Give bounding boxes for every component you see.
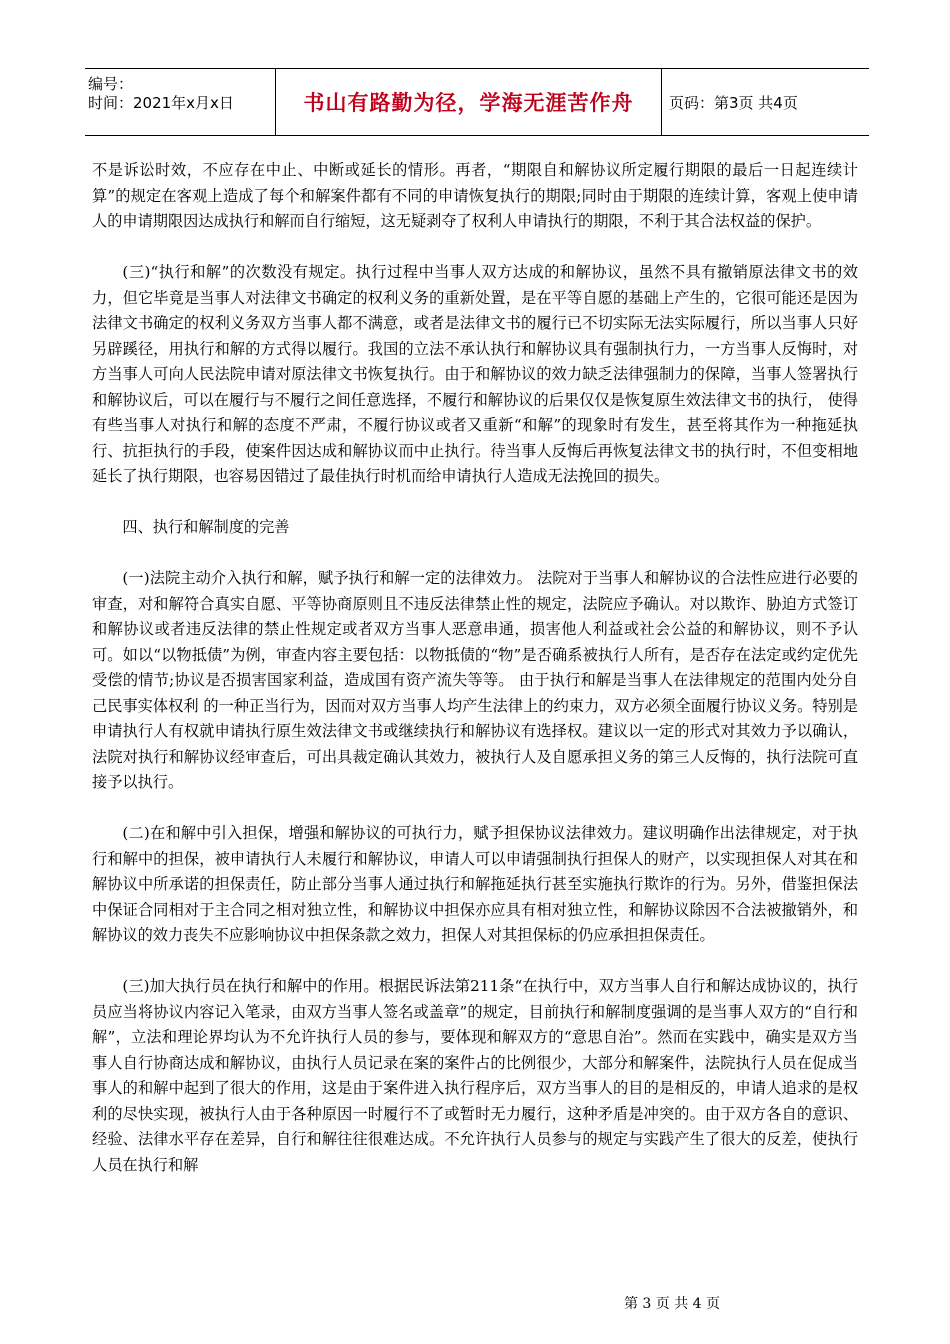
page-header [85, 68, 869, 136]
body-paragraph: (三)加大执行员在执行和解中的作用。根据民诉法第211条“在执行中，双方当事人自行和解达成协议的，执行员应当将协议内容记入笔录，由双方当事人签名或盖章”的规定，目前执行和解制度强调的是当事人双方的“自行和解”，立法和理论界均认为不允许执行人员的参与，要体现和解双方的“意思自治”。然而在实践中，确实是双方当事人自行协商达成和解协议，由执行人员记录在案的案件占的比例很少，大部分和解案件，法院执行人员在促成当事人的和解中起到了很大的作用，这是由于案件进入执行程序后，双方当事人的目的是相反的，申请人追求的是权利的尽快实现，被执行人由于各种原因一时履行不了或暂时无力履行，这种矛盾是冲突的。由于双方各自的意识、经验、法律水平存在差异，自行和解往往很难达成。不允许执行人员参与的规定与实践产生了很大的反差，使执行人员在执行和解 [92, 977, 858, 1174]
body-paragraph: (三)“执行和解”的次数没有规定。执行过程中当事人双方达成的和解协议，虽然不具有撤销原法律文书的效力，但它毕竟是当事人对法律文书确定的权利义务的重新处置，是在平等自愿的基础上产生的，它很可能还是因为法律文书确定的权利义务双方当事人都不满意，或者是法律文书的履行已不切实际无法实际履行，所以当事人只好另辟蹊径，用执行和解的方式得以履行。我国的立法不承认执行和解协议具有强制执行力，一方当事人反悔时，对方当事人可向人民法院申请对原法律文书恢复执行。由于和解协议的效力缺乏法律强制力的保障，当事人签署执行和解协议后，可以在履行与不履行之间任意选择，不履行和解协议的后果仅仅是恢复原生效法律文书的执行， 使得有些当事人对执行和解的态度不严肃，不履行协议或者又重新“和解”的现象时有发生，甚至将其作为一种拖延执行、抗拒执行的手段，使案件因达成和解协议而中止执行。待当事人反悔后再恢复法律文书的执行时，不但变相地延长了执行期限，也容易因错过了最佳执行时机而给申请执行人造成无法挽回的损失。 [92, 263, 858, 485]
page-footer: 第 3 页 共 4 页 [623, 1296, 721, 1312]
body-paragraph: (二)在和解中引入担保，增强和解协议的可执行力，赋予担保协议法律效力。建议明确作出法律规定，对于执行和解中的担保，被申请执行人未履行和解协议，申请人可以申请强制执行担保人的财产，以实现担保人对其在和解协议中所承诺的担保责任，防止部分当事人通过执行和解拖延执行甚至实施执行欺诈的行为。另外，借鉴担保法中保证合同相对于主合同之相对独立性，和解协议中担保亦应具有相对独立性，和解协议除因不合法被撤销外，和解协议的效力丧失不应影响协议中担保条款之效力，担保人对其担保标的仍应承担担保责任。 [92, 824, 858, 944]
header-date: 时间：2021年x月x日 [88, 94, 234, 112]
header-number: 编号： [88, 75, 134, 93]
header-divider [661, 69, 662, 135]
header-page-info: 页码：第3页 共4页 [669, 93, 798, 112]
body-paragraph: 不是诉讼时效，不应存在中止、中断或延长的情形。再者，“期限自和解协议所定履行期限的最后一日起连续计算”的规定在客观上造成了每个和解案件都有不同的申请恢复执行的期限;同时由于期限的连续计算，客观上使申请人的申请期限因达成执行和解而自行缩短，这无疑剥夺了权利人申请执行的期限，不利于其合法权益的保护。 [92, 161, 858, 230]
document-body [92, 158, 858, 1178]
header-motto: 书山有路勤为径，学海无涯苦作舟 [303, 91, 634, 115]
body-paragraph: (一)法院主动介入执行和解，赋予执行和解一定的法律效力。 法院对于当事人和解协议的合法性应进行必要的审查，对和解符合真实自愿、平等协商原则且不违反法律禁止性的规定，法院应予确认。对以欺诈、胁迫方式签订和解协议或者违反法律的禁止性规定或者双方当事人恶意串通，损害他人利益或社会公益的和解协议，则不予认可。如以“以物抵债”为例，审查内容主要包括：以物抵债的“物”是否确系被执行人所有，是否存在法定或约定优先受偿的情节;协议是否损害国家利益，造成国有资产流失等等。 由于执行和解是当事人在法律规定的范围内处分自己民事实体权利 的一种正当行为，因而对双方当事人均产生法律上的约束力，双方必须全面履行协议义务。特别是申请执行人有权就申请执行原生效法律文书或继续执行和解协议有选择权。建议以一定的形式对其效力予以确认，法院对执行和解协议经审查后，可出具裁定确认其效力，被执行人及自愿承担义务的第三人反悔的，执行法院可直接予以执行。 [92, 569, 858, 791]
section-heading: 四、执行和解制度的完善 [122, 518, 290, 536]
header-meta [85, 69, 275, 135]
